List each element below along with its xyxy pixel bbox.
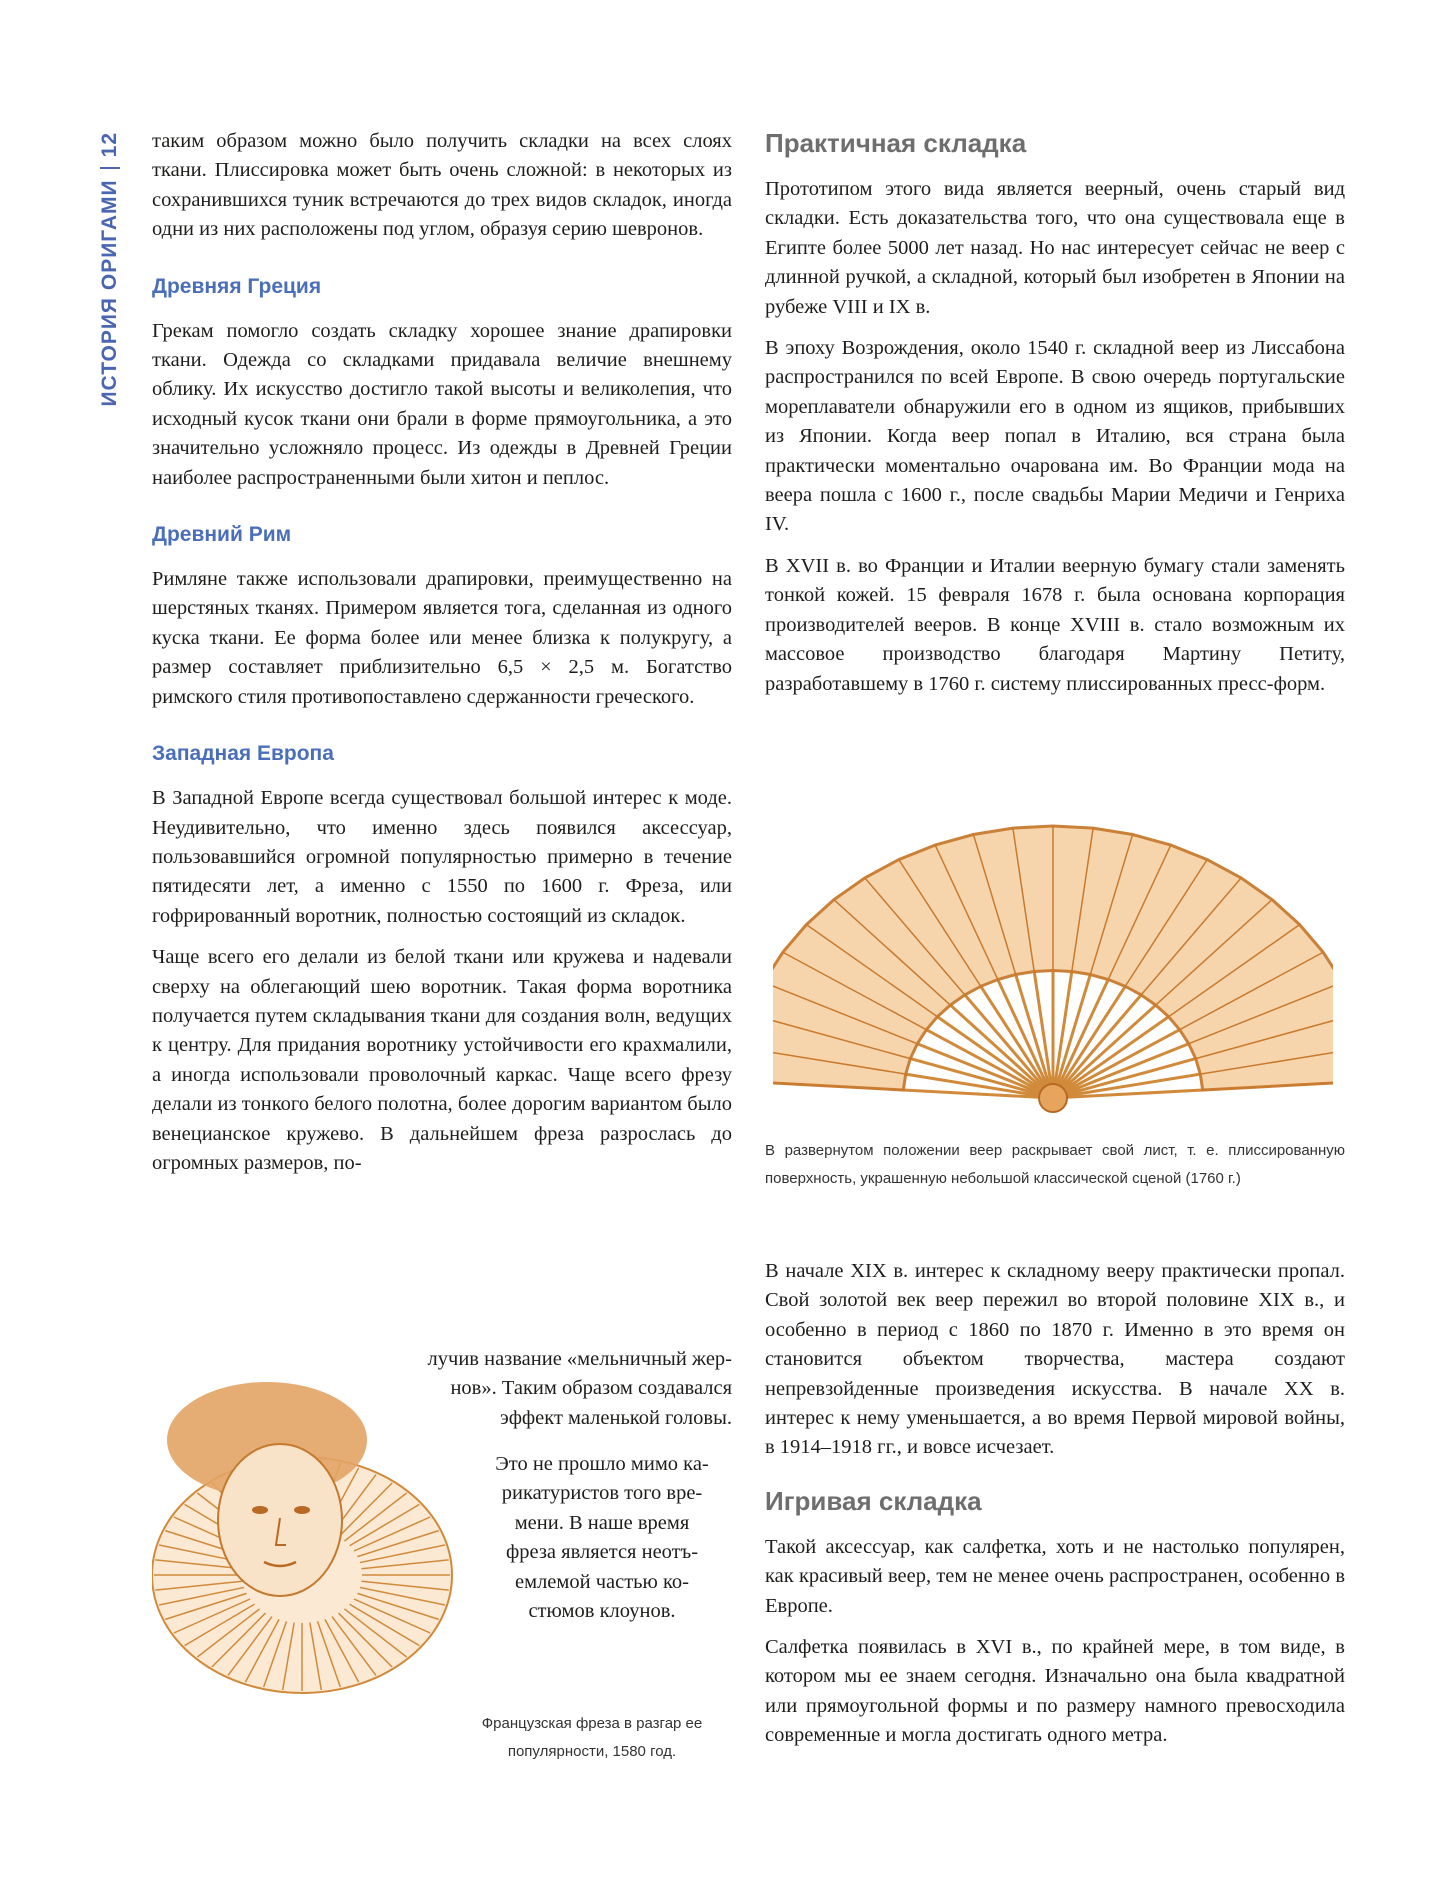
ruff-side-line-5: емлемой частью ко- (515, 1570, 689, 1593)
playful-paragraph-1: Такой аксессуар, как салфетка, хоть и не настолько популярен, как красивый веер, тем не менее очень распространен, особенно в Европе. (765, 1535, 1345, 1617)
running-head-divider (100, 167, 120, 169)
ruff-caption: Французская фреза в разгар ее популярности, 1580 год. (481, 1715, 703, 1760)
heading-practical-fold: Практичная складка (765, 128, 1027, 158)
practical-paragraph-1: Прототипом этого вида является веерный, очень старый вид складки. Есть доказательства того, что она существовала еще в Египте более 5000 лет назад. Но нас интересует сейчас не веер с длинной ручкой, а складной, который был изобретен в Японии на рубеже VIII и IX в. (765, 178, 1345, 318)
europe-tail-line-2: нов». Таким образом создавался (450, 1377, 732, 1400)
rome-paragraph: Римляне также использовали драпировки, преимущественно на шерстяных тканях. Примером является тога, сделанная из одного куска ткани. Ее форма более или менее близка к полукругу, а размер составляет приблизительно 6,5 × 2,5 м. Богатство римского стиля противопоставлено сдержанности греческого. (152, 568, 732, 708)
fan-rib (1061, 995, 1141, 1089)
ruff-side-line-4: фреза является неотъ- (505, 1541, 699, 1564)
ruff-side-line-1: Это не прошло мимо ка- (495, 1453, 709, 1475)
playful-paragraph-2: Салфетка появилась в XVI в., по крайней мере, в том виде, в котором мы ее знаем сегодня. Изначально она была квадратной или прямоугольной формы и по размеру намного превосходила современные и могла достигать одного метра. (765, 1636, 1345, 1747)
right-column-lower (765, 1257, 1345, 1763)
ruff-side-line-2: рикатуристов того вре- (501, 1482, 703, 1505)
heading-ancient-greece: Древняя Греция (152, 274, 322, 298)
intro-paragraph: таким образом можно было получить складки на всех слоях ткани. Плиссировка может быть очень сложной: в некоторых из сохранившихся туник встречаются до трех видов складок, иногда одни из них расположены под углом, образуя серию шевронов. (152, 130, 732, 241)
heading-western-europe: Западная Европа (152, 742, 334, 766)
europe-paragraph-2: Чаще всего его делали из белой ткани или кружева и надевали сверху на облегающий шею воротник. Такая форма воротника получается путем складывания ткани для создания волн, ведущих к центру. Для придания воротнику устойчивости его крахмалили, а иногда использовали проволочный каркас. Чаще всего фрезу делали из тонкого белого полотна, более дорогим вариантом было венецианское кружево. В дальнейшем фреза разрослась до огромных размеров, по- (152, 946, 732, 1174)
europe-tail-line-3: эффект маленькой головы. (500, 1406, 732, 1429)
heading-ancient-rome: Древний Рим (152, 523, 292, 547)
practical-paragraph-2: В эпоху Возрождения, около 1540 г. складной веер из Лиссабона распространился по всей Европе. В свою очередь португальские мореплаватели обнаружили его в одном из ящиков, прибывших из Японии. Когда веер попал в Италию, вся страна была практически моментально очарована им. Во Франции мода на веера пошла с 1600 г., после свадьбы Марии Медичи и Генриха IV. (765, 337, 1345, 536)
fan-illustration (773, 768, 1333, 1128)
europe-paragraph-1: В Западной Европе всегда существовал большой интерес к моде. Неудивительно, что именно здесь появился аксессуар, пользовавшийся огромной популярностью примерно в течение пятидесяти лет, а именно с 1550 по 1600 г. Фреза, или гофрированный воротник, полностью состоящий из складок. (152, 787, 732, 927)
left-column (152, 127, 732, 1178)
ruff-portrait-illustration (152, 1380, 492, 1700)
greece-paragraph: Грекам помогло создать складку хорошее знание драпировки ткани. Одежда со складками придавала величие внешнему облику. Их искусство достигло такой высоты и великолепия, что исходный кусок ткани они брали в форме прямоугольника, а это значительно усложняло процесс. Из одежды в Древней Греции наиболее распространенными были хитон и пеплос. (152, 319, 732, 489)
fan-rib (965, 995, 1045, 1089)
ruff-side-line-6: стюмов клоунов. (528, 1600, 676, 1623)
heading-playful-fold: Игривая складка (765, 1485, 982, 1516)
fan-caption: В развернутом положении веер раскрывает свой лист, т. е. плиссированную поверхность, украшенную небольшой классической сценой (1760 г.) (765, 1142, 1345, 1187)
ruff-side-line-3: мени. В наше время (514, 1511, 690, 1534)
running-title: ИСТОРИЯ ОРИГАМИ (98, 179, 121, 407)
page-number: 12 (98, 132, 121, 158)
practical-paragraph-3: В XVII в. во Франции и Италии веерную бумагу стали заменять тонкой кожей. 15 февраля 1678 г. была основана корпорация производителей вееров. В конце XVIII в. стало возможным их массовое производство благодаря Мартину Петиту, разработавшему в 1760 г. систему плиссированных пресс-форм. (765, 554, 1345, 695)
right-column (765, 127, 1345, 711)
practical-paragraph-4: В начале XIX в. интерес к складному вееру практически пропал. Свой золотой век веер пережил во второй половине XIX в., и особенно в период с 1860 по 1870 г. Именно в это время он становится объектом творчества, мастера создают непревзойденные произведения искусства. В начале XX в. интерес к нему уменьшается, а во время Первой мировой войны, в 1914–1918 гг., и вовсе исчезает. (765, 1260, 1345, 1459)
europe-tail-line-1: лучив название «мельничный жер- (427, 1348, 732, 1370)
ruff-side-text (472, 1450, 732, 1626)
running-head (80, 132, 121, 432)
